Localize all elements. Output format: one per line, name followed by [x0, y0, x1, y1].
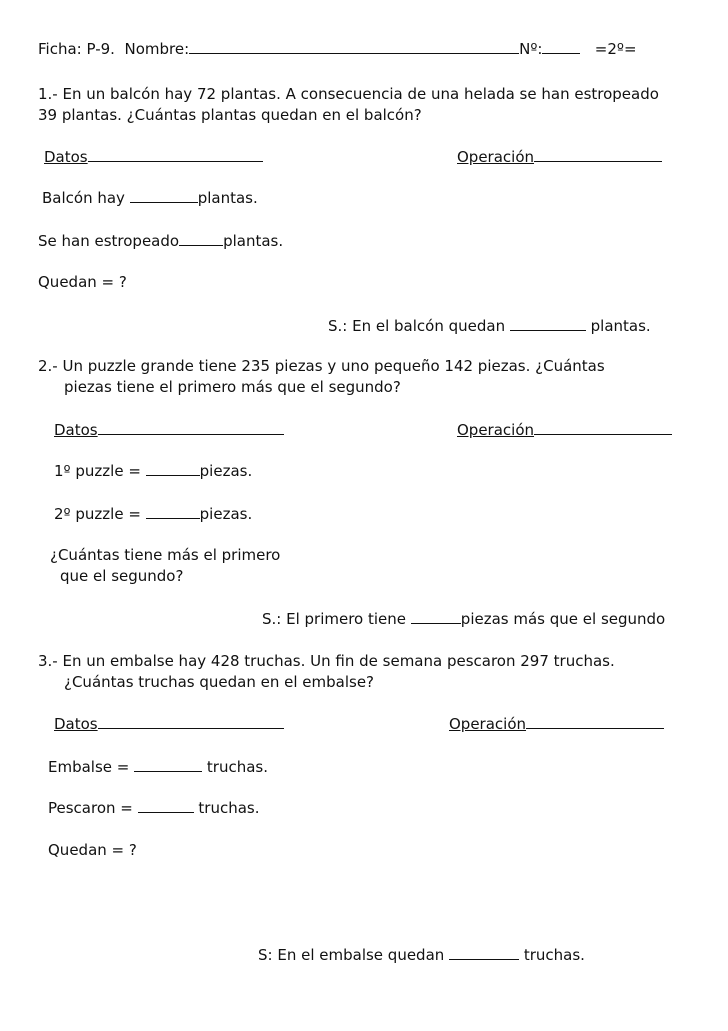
answer-blank	[146, 504, 200, 519]
solution-text: plantas.	[585, 317, 651, 335]
solution-text: S.: El primero tiene	[262, 610, 411, 628]
problem-1-solution	[328, 316, 651, 335]
problem-1-dato-1	[42, 188, 258, 207]
answer-blank	[411, 609, 461, 624]
answer-blank	[449, 945, 519, 960]
dato-text: Pescaron =	[48, 799, 138, 817]
nombre-label: Nombre:	[124, 40, 190, 58]
grado-label: =2º=	[594, 40, 637, 58]
dato-text: Se han estropeado	[38, 232, 180, 250]
problem-3-dato-3: Quedan = ?	[48, 841, 137, 859]
operacion-label: Operación	[449, 715, 527, 733]
dato-text: 1º puzzle =	[54, 462, 146, 480]
dato-text: plantas.	[197, 189, 258, 207]
problem-3-dato-1	[48, 757, 268, 776]
problem-2-dato-2	[54, 504, 252, 523]
answer-blank	[130, 188, 198, 203]
dato-text: 2º puzzle =	[54, 505, 146, 523]
operacion-line	[526, 714, 664, 729]
problem-2-question-line-1: ¿Cuántas tiene más el primero	[50, 546, 281, 564]
numero-blank	[542, 39, 580, 54]
problem-3-line-1: 3.- En un embalse hay 428 truchas. Un fin de semana pescaron 297 truchas.	[38, 652, 615, 670]
problem-1-dato-3: Quedan = ?	[38, 273, 127, 291]
answer-blank	[510, 316, 586, 331]
datos-line	[98, 714, 284, 729]
dato-text: piezas.	[199, 462, 253, 480]
dato-text: truchas.	[193, 799, 260, 817]
numero-label: Nº:	[519, 40, 543, 58]
problem-2-line-1: 2.- Un puzzle grande tiene 235 piezas y uno pequeño 142 piezas. ¿Cuántas	[38, 357, 605, 375]
answer-blank	[134, 757, 202, 772]
solution-text: S.: En el balcón quedan	[328, 317, 510, 335]
datos-label: Datos	[54, 715, 98, 733]
operacion-line	[534, 420, 672, 435]
operacion-label: Operación	[457, 148, 535, 166]
header-line	[38, 39, 637, 58]
problem-2-question-line-2: que el segundo?	[60, 567, 184, 585]
datos-line	[98, 420, 284, 435]
datos-label: Datos	[44, 148, 88, 166]
datos-line	[88, 147, 263, 162]
dato-text: Balcón hay	[42, 189, 130, 207]
answer-blank	[138, 798, 194, 813]
problem-2-datos-heading	[54, 420, 284, 439]
problem-1-operacion-heading	[457, 147, 662, 166]
solution-text: truchas.	[519, 946, 585, 964]
problem-3-line-2: ¿Cuántas truchas quedan en el embalse?	[64, 673, 375, 691]
problem-2-solution	[262, 609, 665, 628]
datos-label: Datos	[54, 421, 98, 439]
problem-2-operacion-heading	[457, 420, 672, 439]
dato-text: truchas.	[202, 758, 268, 776]
problem-1-datos-heading	[44, 147, 263, 166]
problem-3-datos-heading	[54, 714, 284, 733]
problem-1-dato-2	[38, 231, 283, 250]
dato-text: plantas.	[223, 232, 284, 250]
answer-blank	[179, 231, 223, 246]
dato-text: piezas.	[199, 505, 253, 523]
problem-1-line-2: 39 plantas. ¿Cuántas plantas quedan en el balcón?	[38, 106, 422, 124]
problem-2-line-2: piezas tiene el primero más que el segundo?	[64, 378, 401, 396]
problem-3-dato-2	[48, 798, 259, 817]
dato-text: Embalse =	[48, 758, 135, 776]
ficha-label: Ficha: P-9.	[38, 40, 115, 58]
solution-text: piezas más que el segundo	[460, 610, 666, 628]
problem-2-dato-1	[54, 461, 252, 480]
operacion-label: Operación	[457, 421, 535, 439]
nombre-blank	[189, 39, 519, 54]
problem-3-solution	[258, 945, 585, 964]
answer-blank	[146, 461, 200, 476]
solution-text: S: En el embalse quedan	[258, 946, 450, 964]
problem-1-line-1: 1.- En un balcón hay 72 plantas. A consecuencia de una helada se han estropeado	[38, 85, 659, 103]
operacion-line	[534, 147, 662, 162]
problem-3-operacion-heading	[449, 714, 664, 733]
